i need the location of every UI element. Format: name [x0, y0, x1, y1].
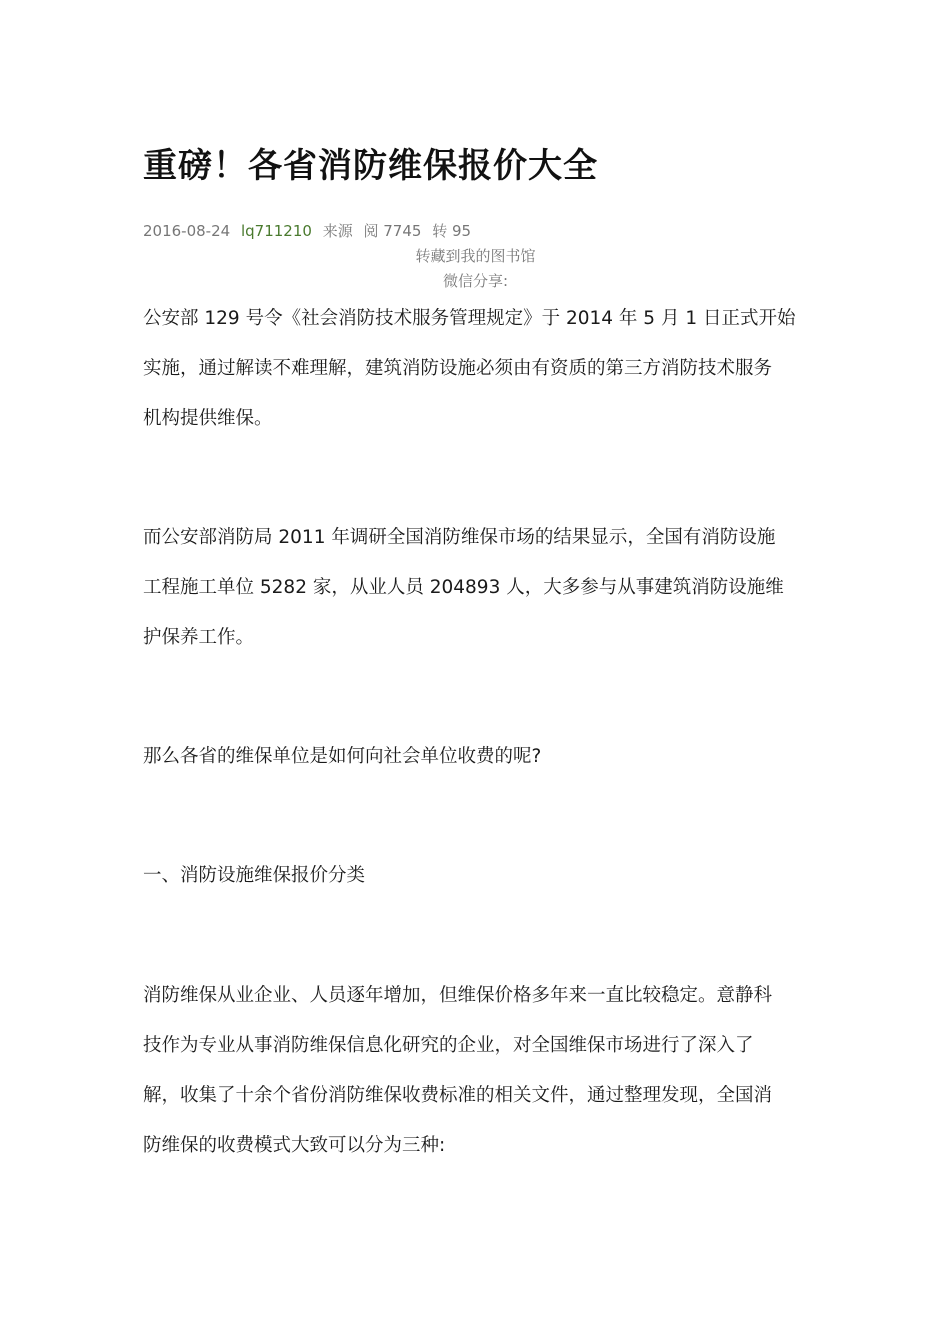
paragraph-1 — [143, 294, 808, 444]
paragraph-3 — [143, 732, 808, 782]
paragraph-line: 解，收集了十余个省份消防维保收费标准的相关文件，通过整理发现，全国消 — [143, 1085, 773, 1106]
section-heading-1 — [143, 851, 808, 901]
paragraph-line: 消防维保从业企业、人员逐年增加，但维保价格多年来一直比较稳定。意静科 — [143, 985, 773, 1006]
paragraph-line: 护保养工作。 — [143, 627, 255, 648]
publish-date: 2016-08-24 — [143, 222, 231, 240]
paragraph-4 — [143, 971, 808, 1171]
paragraph-line: 防维保的收费模式大致可以分为三种: — [143, 1135, 446, 1156]
paragraph-line: 一、消防设施维保报价分类 — [143, 865, 366, 886]
read-count: 阅 7745 — [363, 222, 422, 240]
paragraph-line: 那么各省的维保单位是如何向社会单位收费的呢? — [143, 746, 542, 767]
article-title: 重磅！各省消防维保报价大全 — [143, 146, 598, 186]
paragraph-line: 而公安部消防局 2011 年调研全国消防维保市场的结果显示，全国有消防设施 — [143, 527, 776, 548]
paragraph-line: 机构提供维保。 — [143, 408, 273, 429]
paragraph-2 — [143, 513, 808, 663]
paragraph-line: 公安部 129 号令《社会消防技术服务管理规定》于 2014 年 5 月 1 日正式开始 — [143, 308, 796, 329]
paragraph-line: 实施，通过解读不难理解，建筑消防设施必须由有资质的第三方消防技术服务 — [143, 358, 773, 379]
paragraph-line: 工程施工单位 5282 家，从业人员 204893 人，大多参与从事建筑消防设施维 — [143, 577, 784, 598]
article-meta — [143, 220, 477, 242]
repost-count: 转 95 — [432, 222, 472, 240]
paragraph-line: 技作为专业从事消防维保信息化研究的企业，对全国维保市场进行了深入了 — [143, 1035, 754, 1056]
author-link[interactable]: lq711210 — [240, 222, 312, 240]
wechat-share-label: 微信分享: — [442, 272, 509, 290]
save-to-library-link[interactable]: 转藏到我的图书馆 — [415, 247, 536, 265]
source-link[interactable]: 来源 — [322, 222, 353, 240]
